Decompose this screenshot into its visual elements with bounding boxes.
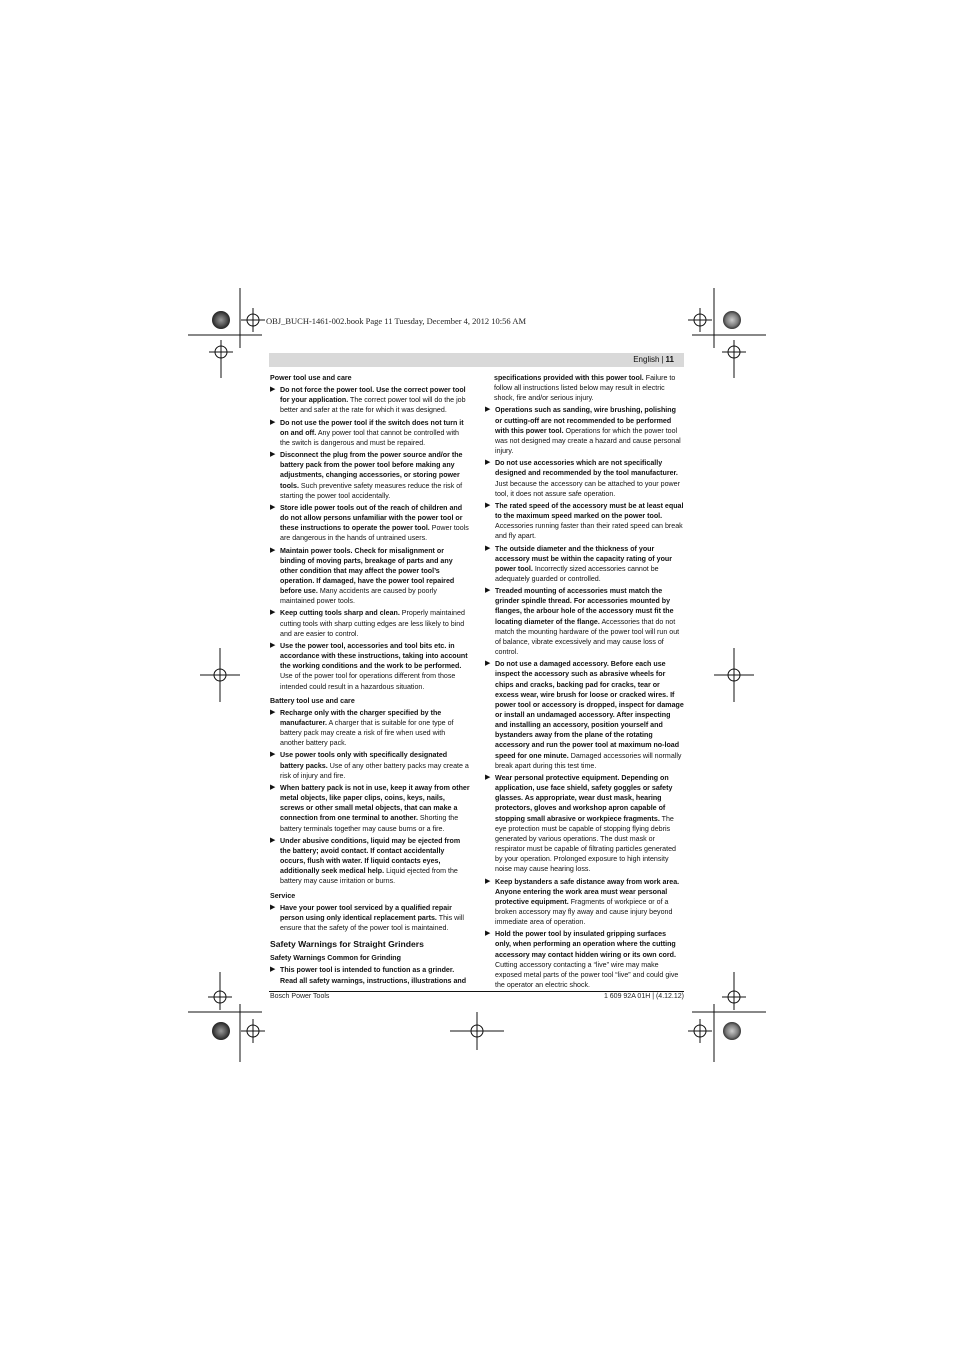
section-heading: Service: [270, 891, 296, 900]
bullet-arrow-icon: ▶: [270, 783, 276, 791]
warning-bold: Store idle power tools out of the reach of children and do not allow persons unfamiliar with the power tool or these instructions to operate the power tool.: [280, 503, 463, 533]
warning-bold: Do not use the power tool if the switch does not turn it on and off.: [280, 418, 464, 437]
bullet-arrow-icon: ▶: [270, 546, 276, 554]
print-info-line: OBJ_BUCH-1461-002.book Page 11 Tuesday, December 4, 2012 10:56 AM: [266, 316, 527, 326]
warning-text: Accessories that do not match the mounting hardware of the power tool will run out of balance, vibrate excessively and may cause loss of control.: [495, 617, 680, 657]
warning-bold: specifications provided with this power tool.: [494, 374, 644, 382]
items: [270, 385, 470, 692]
warning-bold: Wear personal protective equipment. Depending on application, use face shield, safety goggles or safety glasses. As appropriate, wear dust mask, hearing protectors, gloves and workshop apron capable of stopping small abrasive or workpiece fragments.: [495, 773, 673, 823]
warning-bold: Disconnect the plug from the power source and/or the battery pack from the power tool before making any adjustments, changing accessories, or storing power tools.: [280, 451, 463, 490]
warning-bold: Hold the power tool by insulated gripping surfaces only, when performing an operation where the cutting accessory may contact hidden wiring or its own cord.: [495, 930, 676, 959]
left-column: [270, 373, 470, 988]
warning-item: [270, 385, 470, 415]
bullet-arrow-icon: ▶: [270, 418, 276, 426]
warning-item: [485, 501, 684, 542]
warning-item: [270, 708, 470, 749]
warning-bold: Treaded mounting of accessories must match the grinder spindle thread. For accessories mounted by flanges, the arbour hole of the accessory must fit the locating diameter of the flange.: [495, 587, 674, 626]
warning-text: Properly maintained cutting tools with sharp cutting edges are less likely to bind and are easier to control.: [280, 609, 465, 638]
bullet-arrow-icon: ▶: [485, 501, 491, 509]
warning-bold: Have your power tool serviced by a qualified repair person using only identical replacement parts.: [280, 903, 452, 922]
items: [270, 708, 470, 887]
warning-text: Many accidents are caused by poorly maintained power tools.: [280, 587, 437, 606]
warning-text: This will ensure that the safety of the power tool is maintained.: [280, 913, 464, 932]
warning-text: The eye protection must be capable of stopping flying debris generated by various operations. The dust mask or respirator must be capable of filtrating particles generated by your operation. Prolonged exposure to high intensity noise may cause hearing loss.: [495, 814, 676, 874]
bullet-arrow-icon: ▶: [270, 386, 276, 394]
warning-text: A charger that is suitable for one type of battery pack may create a risk of fire when used with another battery pack.: [280, 719, 454, 748]
warning-item: [270, 783, 470, 834]
warning-text: Accessories running faster than their rated speed can break and fly apart.: [495, 522, 683, 541]
section-heading: Power tool use and care: [270, 374, 352, 382]
bullet-arrow-icon: ▶: [485, 544, 491, 552]
warning-text: Failure to follow all instructions listed below may result in electric shock, fire and/or serious injury.: [494, 374, 676, 403]
bullet-arrow-icon: ▶: [485, 660, 491, 668]
footer-doc-number: 1 609 92A 01H | (4.12.12): [603, 993, 684, 1000]
bullet-arrow-icon: ▶: [485, 459, 491, 467]
warning-text: Any power tool that cannot be controlled with the switch is dangerous and must be repaired.: [280, 428, 460, 447]
warning-text: Such preventive safety measures reduce the risk of starting the power tool accidentally.: [280, 481, 463, 500]
warning-bold: Under abusive conditions, liquid may be ejected from the battery; avoid contact. If contact accidentally occurs, flush with water. If liquid contacts eyes, additionally seek medical help.: [280, 836, 461, 876]
warning-item: [270, 903, 470, 933]
warning-bold: Maintain power tools. Check for misalignment or binding of moving parts, breakage of parts and any other condition that may affect the power tool’s operation. If damaged, have the power tool repaired before use.: [280, 546, 455, 596]
warning-item: [270, 641, 470, 692]
items: [485, 405, 684, 990]
warning-bold: Recharge only with the charger specified by the manufacturer.: [280, 708, 442, 727]
warning-text: Operations for which the power tool was not designed may create a hazard and cause personal injury.: [495, 426, 681, 456]
warning-bold: When battery pack is not in use, keep it away from other metal objects, like paper clips, coins, keys, nails, screws or other small metal objects, that can make a connection from one terminal to another.: [280, 783, 470, 823]
warning-item: [485, 877, 684, 928]
warning-item: [270, 450, 470, 501]
main-heading: Safety Warnings for Straight Grinders: [270, 939, 424, 950]
bullet-arrow-icon: ▶: [270, 451, 276, 459]
warning-item: [270, 546, 470, 607]
right-column: [485, 373, 684, 992]
header-separator: |: [661, 355, 664, 364]
warning-item: [270, 418, 470, 448]
bullet-arrow-icon: ▶: [485, 930, 491, 938]
warning-bold: The rated speed of the accessory must be at least equal to the maximum speed marked on the power tool.: [495, 501, 684, 521]
warning-item: [270, 750, 470, 780]
warning-item: [270, 836, 470, 887]
footer-brand: Bosch Power Tools: [270, 993, 330, 1000]
bullet-arrow-icon: ▶: [270, 641, 276, 649]
warning-bold: Use the power tool, accessories and tool bits etc. in accordance with these instructions, taking into account the working conditions and the work to be performed.: [280, 641, 468, 671]
warning-text: Use of the power tool for operations different from those intended could result in a hazardous situation.: [280, 672, 456, 691]
warning-text: Shorting the battery terminals together may cause burns or a fire.: [280, 814, 459, 833]
warning-item: [485, 929, 684, 990]
warning-item: [485, 405, 684, 456]
warning-text: Liquid ejected from the battery may cause irritation or burns.: [280, 867, 458, 886]
bullet-arrow-icon: ▶: [485, 406, 491, 414]
bullet-arrow-icon: ▶: [485, 587, 491, 595]
bullet-arrow-icon: ▶: [485, 877, 491, 885]
warning-bold: This power tool is intended to function as a grinder. Read all safety warnings, instructions, illustrations and: [280, 966, 467, 985]
section-heading: Battery tool use and care: [270, 696, 355, 705]
warning-text: Just because the accessory can be attached to your power tool, it does not assure safe operation.: [495, 479, 680, 498]
page-number: 11: [665, 355, 674, 364]
warning-text: Damaged accessories will normally break apart during this test time.: [495, 751, 682, 770]
warning-item: [485, 544, 684, 585]
warning-bold: Do not force the power tool. Use the correct power tool for your application.: [280, 386, 466, 405]
warning-text: Fragments of workpiece or of a broken accessory may fly away and cause injury beyond immediate area of operation.: [495, 897, 673, 927]
warning-bold: The outside diameter and the thickness of your accessory must be within the capacity rating of your power tool.: [495, 544, 672, 573]
header-language: English: [633, 355, 660, 364]
section-service: [270, 891, 470, 934]
warning-item: [270, 965, 470, 985]
warning-bold: Use power tools only with specifically designated battery packs.: [280, 751, 448, 770]
page-header-text: [633, 355, 674, 364]
bullet-arrow-icon: ▶: [270, 751, 276, 759]
warning-item: [485, 458, 684, 499]
bullet-arrow-icon: ▶: [270, 903, 276, 911]
section-power-tool-use: [270, 373, 470, 692]
warning-bold: Keep bystanders a safe distance away from work area. Anyone entering the work area must wear personal protective equipment.: [495, 877, 680, 906]
bullet-arrow-icon: ▶: [270, 609, 276, 617]
sub-heading: Safety Warnings Common for Grinding: [270, 954, 401, 963]
bullet-arrow-icon: ▶: [485, 773, 491, 781]
bullet-arrow-icon: ▶: [270, 503, 276, 511]
warning-item: [485, 659, 684, 771]
section-battery-tool-use: [270, 696, 470, 887]
bullet-arrow-icon: ▶: [270, 966, 276, 974]
footer-rule: [269, 991, 684, 992]
warning-item: [270, 608, 470, 638]
warning-bold: Keep cutting tools sharp and clean.: [280, 609, 400, 618]
warning-text: Power tools are dangerous in the hands of untrained users.: [280, 524, 469, 543]
items: [270, 903, 470, 933]
warning-text: The correct power tool will do the job better and safer at the rate for which it was designed.: [280, 396, 466, 415]
warning-bold: Do not use accessories which are not specifically designed and recommended by the tool manufacturer.: [495, 459, 678, 478]
warning-bold: Operations such as sanding, wire brushing, polishing or cutting-off are not recommended to be performed with this power tool.: [495, 406, 676, 435]
warning-item-continuation: [485, 373, 684, 403]
warning-text: Cutting accessory contacting a “live” wire may make exposed metal parts of the power tool “live” and could give the operator an electric shock.: [495, 960, 679, 990]
warning-text: Use of any other battery packs may create a risk of injury and fire.: [280, 761, 469, 780]
bullet-arrow-icon: ▶: [270, 836, 276, 844]
warning-bold: Do not use a damaged accessory. Before each use inspect the accessory such as abrasive wheels for chips and cracks, backing pad for cracks, tear or excess wear, wire brush for loose or cracked wires. If power tool or accessory is dropped, inspect for damage or install an undamaged accessory. After inspecting and installing an accessory, position yourself and bystanders away from the plane of the rotating accessory and run the power tool at maximum no-load speed for one minute.: [495, 660, 684, 760]
bullet-arrow-icon: ▶: [270, 708, 276, 716]
warning-item: [270, 503, 470, 544]
warning-text: Incorrectly sized accessories cannot be adequately guarded or controlled.: [495, 564, 659, 583]
page-header: [269, 353, 684, 367]
warning-item: [485, 773, 684, 875]
warning-item: [485, 586, 684, 657]
